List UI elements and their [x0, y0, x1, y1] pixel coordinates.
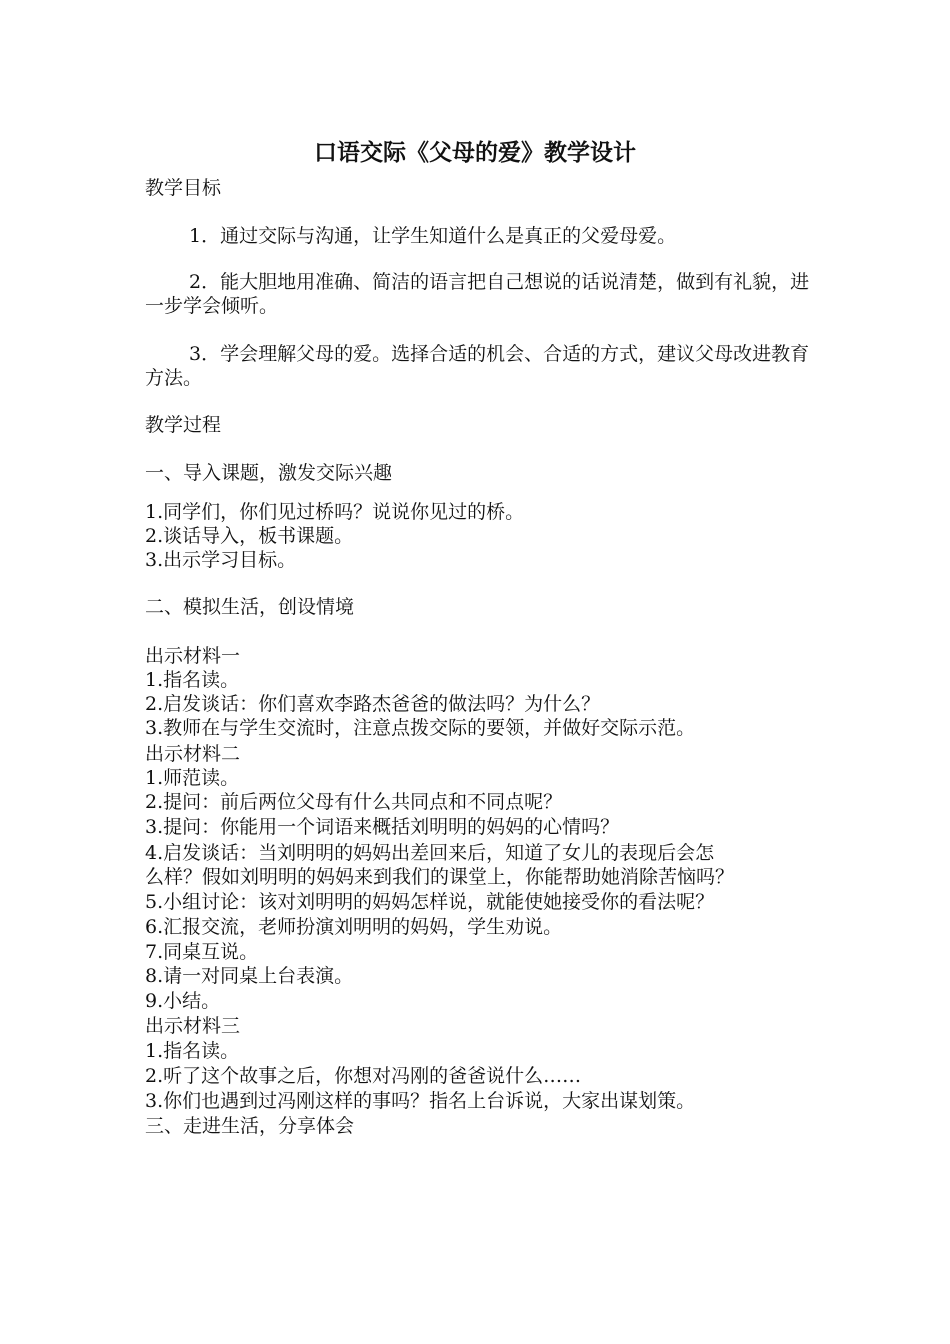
material-3-heading: 出示材料三: [145, 1015, 241, 1037]
section-1-item-2: 2.谈话导入，板书课题。: [145, 525, 354, 547]
material-1-item-1: 1.指名读。: [145, 669, 240, 691]
section-1-item-1: 1.同学们，你们见过桥吗？说说你见过的桥。: [145, 501, 525, 523]
process-heading: 教学过程: [145, 414, 222, 436]
section-1-heading: 一、导入课题，激发交际兴趣: [145, 462, 393, 484]
objective-item-2: 2．能大胆地用准确、简洁的语言把自己想说的话说清楚，做到有礼貌，进一步学会倾听。: [145, 271, 810, 317]
material-2-item-7: 7.同桌互说。: [145, 941, 259, 963]
material-3-item-3: 3.你们也遇到过冯刚这样的事吗？指名上台诉说，大家出谋划策。: [145, 1090, 696, 1112]
material-2-item-2: 2.提问：前后两位父母有什么共同点和不同点呢？: [145, 791, 563, 813]
material-1-item-3: 3.教师在与学生交流时，注意点拨交际的要领，并做好交际示范。: [145, 717, 696, 739]
material-2-item-6: 6.汇报交流，老师扮演刘明明的妈妈，学生劝说。: [145, 916, 563, 938]
material-2-item-4-cont: 么样？假如刘明明的妈妈来到我们的课堂上，你能帮助她消除苦恼吗？: [145, 866, 735, 888]
document-title: 口语交际《父母的爱》教学设计: [314, 139, 636, 166]
objective-item-3: 3．学会理解父母的爱。选择合适的机会、合适的方式，建议父母改进教育方法。: [145, 343, 810, 389]
material-1-heading: 出示材料一: [145, 645, 241, 667]
material-3-item-1: 1.指名读。: [145, 1040, 240, 1062]
section-1-item-3: 3.出示学习目标。: [145, 549, 297, 571]
section-3-heading: 三、走进生活，分享体会: [145, 1115, 355, 1137]
material-1-item-2: 2.启发谈话：你们喜欢李路杰爸爸的做法吗？为什么？: [145, 693, 601, 715]
material-2-item-9: 9.小结。: [145, 990, 221, 1012]
material-2-item-5: 5.小组讨论：该对刘明明的妈妈怎样说，就能使她接受你的看法呢？: [145, 891, 715, 913]
material-2-item-1: 1.师范读。: [145, 767, 240, 789]
section-2-heading: 二、模拟生活，创设情境: [145, 596, 355, 618]
material-2-heading: 出示材料二: [145, 743, 241, 765]
material-2-item-8: 8.请一对同桌上台表演。: [145, 965, 354, 987]
material-2-item-3: 3.提问：你能用一个词语来概括刘明明的妈妈的心情吗？: [145, 816, 620, 838]
objectives-heading: 教学目标: [145, 177, 222, 199]
material-2-item-4: 4.启发谈话：当刘明明的妈妈出差回来后，知道了女儿的表现后会怎: [145, 842, 715, 864]
material-3-item-2: 2.听了这个故事之后，你想对冯刚的爸爸说什么……: [145, 1065, 582, 1087]
objective-item-1: 1．通过交际与沟通，让学生知道什么是真正的父爱母爱。: [189, 225, 677, 247]
